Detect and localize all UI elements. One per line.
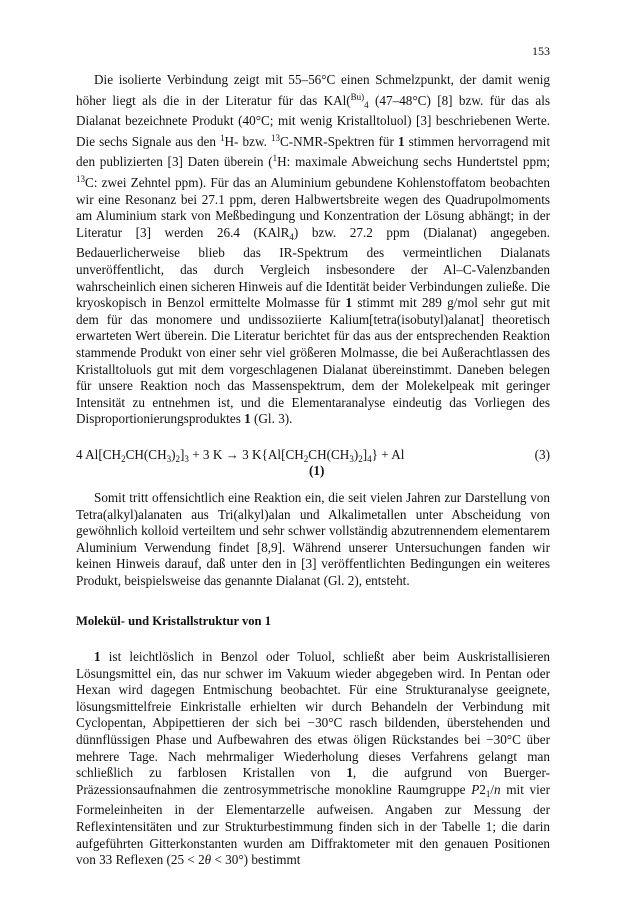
compound-number: 1	[397, 133, 405, 149]
equation-text	[76, 447, 404, 464]
text-span: ist leichtlöslich in Benzol oder Toluol, schließt aber beim Auskristallisieren Lösungsmittel ein, das nur schwer im Vakuum wieder abgegeben wird. In Pentan oder Hexan wird dagegen Entmischung beobachtet. Für eine Strukturanalyse geeignete, lösungsmittelfreie Einkristalle erhielten wir durch Behandeln der Verbindung mit Cyclopentan, Abpipettieren der sich bei −30°C rasch bildenden, überstehenden und dünnflüssigen Phase und Aufbewahren des etwas öligen Rückstandes bei −30°C über mehrere Tage. Nach mehrmaliger Wiederholung dieses Verfahrens gelangt man schließlich zu farblosen Kristallen von	[76, 649, 550, 781]
eq-part: } + Al	[371, 447, 405, 462]
text-span: stimmen hervorragend mit den publizierten [3] Daten überein (	[76, 133, 550, 170]
text-span: stimmt mit 289 g/mol sehr gut mit dem für das monomere und undissoziierte Kalium[tetra(isobutyl)alanat] theoretisch erwarteten Wert überein. Die Literatur berichtet für das aus der entsprechenden Reaktion stammende Produkt von einer sehr viel größeren Molmasse, die bei Außerachtlassen des Kristalltoluols gut mit dem vorgeschlagenen Dialanat übereinstimmt. Daneben belegen für unsere Reaktion noch das Massenspektrum, dem der Molekelpeak mit geringer Intensität zu entnehmen ist, und die Elementaranalyse eindeutig das Vorliegen des Disproportionierungsproduktes	[76, 295, 550, 427]
eq-sub: 2	[175, 454, 180, 464]
text-span: C-NMR-Spektren für	[279, 133, 398, 149]
superscript: 13	[270, 132, 280, 143]
eq-part: ]	[362, 447, 368, 462]
text-span: < 30°) bestimmt	[211, 852, 301, 868]
paragraph-2-block	[76, 490, 550, 590]
paragraph-3-block	[76, 649, 550, 869]
compound-label: (1)	[309, 463, 325, 478]
eq-sub: 3	[166, 454, 172, 464]
eq-sub: 2	[303, 454, 309, 464]
paragraph-2: Somit tritt offensichtlich eine Reaktion ein, die seit vielen Jahren zur Darstellung von Tetra(alkyl)alanaten aus Tri(alkyl)alan und Alkalimetallen unter Abscheidung von gewöhnlich kolloid verteiltem und sehr schwer vollständig abzutrennendem elementarem Aluminium Verwendung findet [8,9]. Während unserer Untersuchungen fanden wir keinen Hinweis darauf, daß unter den in [3] veröffentlichten Bedingungen ein weiteres Produkt, beispielsweise das genannte Dialanat (Gl. 2), entsteht.	[76, 490, 550, 588]
compound-number: 1	[244, 411, 251, 427]
text-span: ) bzw. 27.2 ppm (Dialanat) angegeben. Bedauerlicherweise blieb das IR-Spektrum des vermeintlichen Dialanats unveröffentlicht, das durch Vergleich insbesondere der Al–C-Valenzbanden wahrscheinlich einen sicheren Hinweis auf die Identität beider Verbindungen zuließe. Die kryoskopisch in Benzol ermittelte Molmasse für	[76, 224, 550, 311]
section-heading: Molekül- und Kristallstruktur von 1	[76, 614, 272, 628]
eq-part: 4 Al[CH	[76, 447, 122, 462]
equation-number: (3)	[534, 447, 550, 462]
eq-part: )	[353, 447, 359, 462]
subscript: 4	[289, 231, 294, 242]
eq-part: CH(CH	[125, 447, 167, 462]
eq-sub: 2	[358, 454, 363, 464]
theta-symbol: θ	[204, 852, 212, 868]
page-number: 153	[532, 44, 550, 58]
eq-part: CH(CH	[308, 447, 350, 462]
equation-3	[76, 447, 550, 478]
eq-sub: 2	[121, 454, 126, 464]
text-span: mit vier Formeleinheiten in der Elementarzelle aufweisen. Angaben zur Messung der Reflexintensitäten und zur Strukturbestimmung finden sich in der Tabelle 1; die darin aufgeführten Gitterkonstanten wurden am Diffraktometer mit den genauen Positionen von 33 Reflexen (25 < 2	[76, 781, 551, 868]
eq-sub: 3	[349, 454, 354, 464]
superscript-i: Bu)	[350, 91, 365, 102]
text-span: (Gl. 3).	[250, 411, 293, 427]
paragraph-1-block	[76, 72, 550, 428]
text-span: , die aufgrund von Buerger-Präzessionsaufnahmen die zentrosymmetrische monokline Raumgruppe	[76, 765, 550, 797]
superscript: 1	[272, 153, 278, 164]
eq-part: )	[171, 447, 176, 462]
text-span: /	[490, 781, 495, 797]
equation-line	[76, 447, 550, 478]
superscript: 1	[220, 132, 225, 143]
text-span: 2	[479, 781, 486, 797]
text-span: Die isolierte Verbindung zeigt mit 55–56°C einen Schmelzpunkt, der damit wenig höher liegt als die in der Literatur für das KAl(	[76, 72, 550, 108]
paragraph-1	[76, 72, 550, 428]
subscript: 4	[364, 99, 369, 110]
subscript: 1	[485, 788, 491, 799]
eq-part: + 3 K → 3 K{Al[CH	[188, 447, 304, 462]
text-span: (47–48°C) [8] bzw. für das als Dialanat bezeichnete Produkt (40°C; mit wenig Kristalltoluol) [3] beschriebenen Werte. Die sechs Signale aus den	[76, 92, 550, 149]
space-group-italic: n	[494, 781, 501, 797]
text-span: C: zwei Zehntel ppm). Für das an Aluminium gebundene Kohlenstoffatom beobachten wir eine Resonanz bei 27.1 ppm, deren Halbwertsbreite wegen des Quadrupolmoments am Aluminium stark von Meßbedingung und Konzentration der Lösung abhängt; in der Literatur [3] werden 26.4 (KAlR	[76, 174, 550, 240]
eq-sub: 3	[184, 454, 189, 464]
compound-number: 1	[346, 765, 353, 781]
paragraph-3	[76, 649, 550, 869]
superscript: 13	[76, 173, 85, 184]
compound-number: 1	[94, 649, 101, 664]
compound-number: 1	[345, 295, 353, 311]
space-group-italic: P	[471, 781, 480, 797]
eq-sub: 4	[367, 454, 372, 464]
eq-part: ]	[180, 447, 185, 462]
text-span: H: maximale Abweichung sechs Hundertstel ppm;	[277, 154, 550, 170]
text-span: H- bzw.	[224, 133, 271, 149]
